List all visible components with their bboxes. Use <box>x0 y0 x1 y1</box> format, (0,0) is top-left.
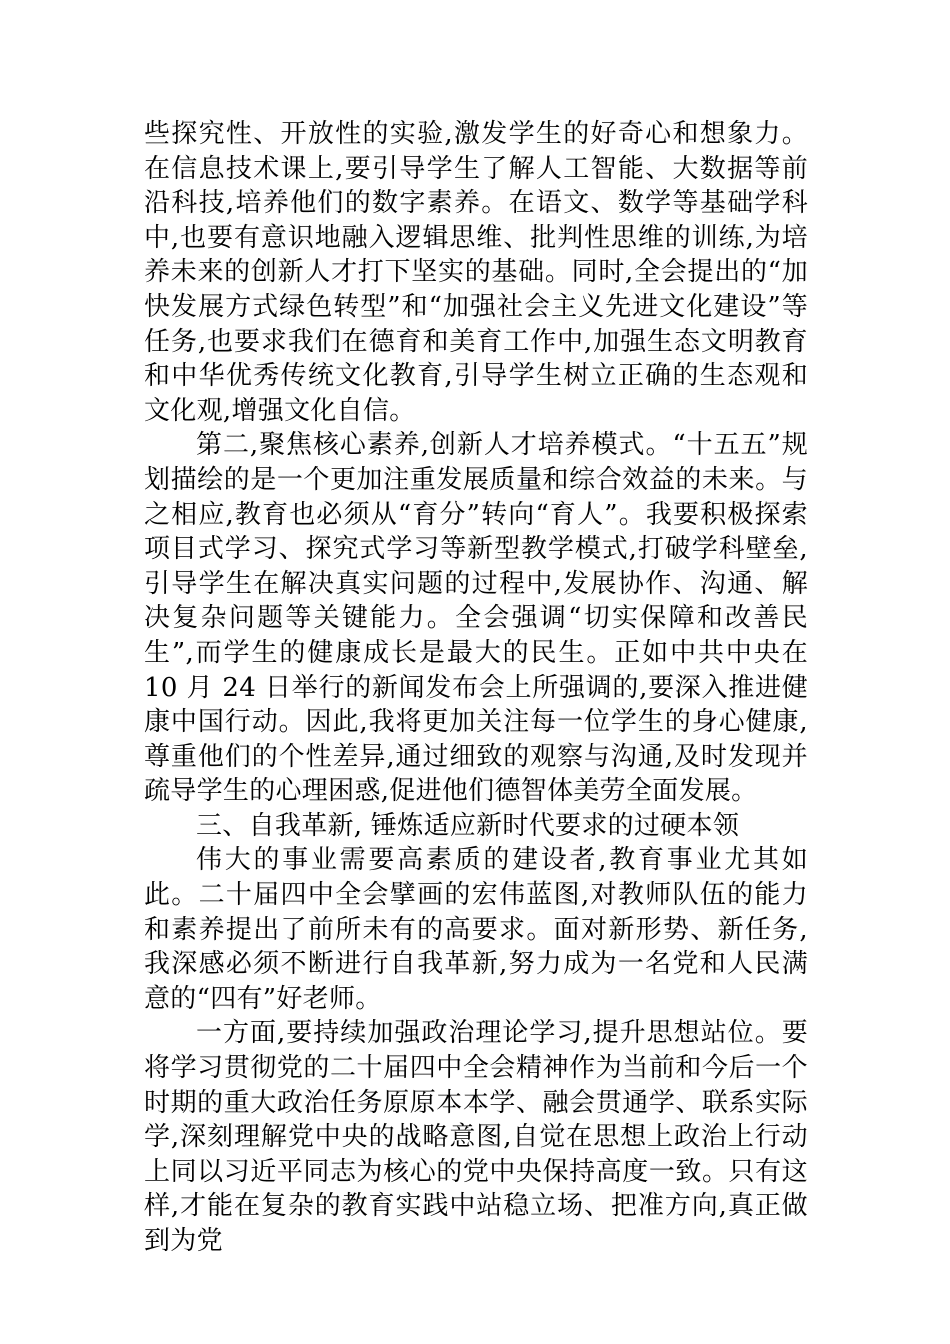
document-body <box>144 117 808 1259</box>
paragraph-core-literacy: 第二,聚焦核心素养,创新人才培养模式。“十五五”规划描绘的是一个更加注重发展质量和综合效益的未来。与之相应,教育也必须从“育分”转向“育人”。我要积极探索项目式学习、探究式学习等新型教学模式,打破学科壁垒,引导学生在解决真实问题的过程中,发展协作、沟通、解决复杂问题等关键能力。全会强调“切实保障和改善民生”,而学生的健康成长是最大的民生。正如中共中央在 10 月 24 日举行的新闻发布会上所强调的,要深入推进健康中国行动。因此,我将更加关注每一位学生的身心健康,尊重他们的个性差异,通过细致的观察与沟通,及时发现并疏导学生的心理困惑,促进他们德智体美劳全面发展。 <box>144 430 808 807</box>
paragraph-great-cause: 伟大的事业需要高素质的建设者,教育事业尤其如此。二十届四中全会擘画的宏伟蓝图,对教师队伍的能力和素养提出了前所未有的高要求。面对新形势、新任务,我深感必须不断进行自我革新,努力成为一名党和人民满意的“四有”好老师。 <box>144 845 808 1014</box>
section-heading-self-reform: 三、自我革新, 锤炼适应新时代要求的过硬本领 <box>196 810 740 841</box>
paragraph-continuation: 些探究性、开放性的实验,激发学生的好奇心和想象力。在信息技术课上,要引导学生了解人工智能、大数据等前沿科技,培养他们的数字素养。在语文、数学等基础学科中,也要有意识地融入逻辑思维、批判性思维的训练,为培养未来的创新人才打下坚实的基础。同时,全会提出的“加快发展方式绿色转型”和“加强社会主义先进文化建设”等任务,也要求我们在德育和美育工作中,加强生态文明教育和中华优秀传统文化教育,引导学生树立正确的生态观和文化观,增强文化自信。 <box>144 119 808 426</box>
paragraph-political-study: 一方面,要持续加强政治理论学习,提升思想站位。要将学习贯彻党的二十届四中全会精神作为当前和今后一个时期的重大政治任务原原本本学、融会贯通学、联系实际学,深刻理解党中央的战略意图,自觉在思想上政治上行动上同以习近平同志为核心的党中央保持高度一致。只有这样,才能在复杂的教育实践中站稳立场、把准方向,真正做到为党 <box>144 1018 808 1256</box>
